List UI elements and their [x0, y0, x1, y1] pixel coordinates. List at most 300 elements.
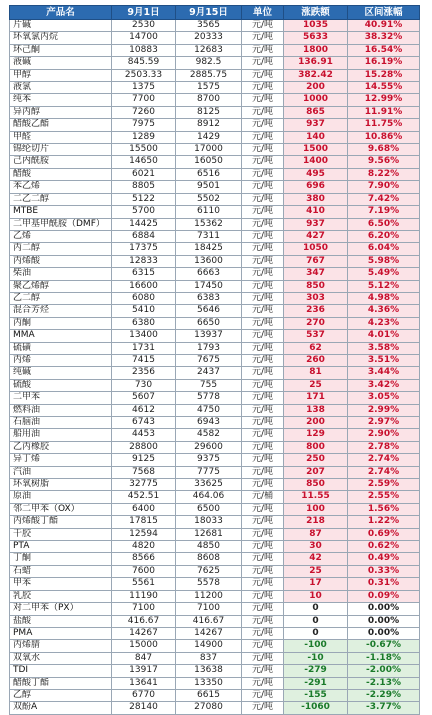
unit-cell: 元/吨 — [242, 280, 284, 292]
sep-1-price-cell: 4612 — [112, 404, 176, 416]
table-row — [10, 367, 420, 379]
unit-cell: 元/吨 — [242, 516, 284, 528]
sep-1-price-cell: 2530 — [112, 20, 176, 32]
change-amount-cell: 129 — [284, 429, 348, 441]
table-row — [10, 82, 420, 94]
table-row — [10, 268, 420, 280]
product-name-cell: 乙二醇 — [10, 292, 112, 304]
change-amount-cell: 138 — [284, 404, 348, 416]
change-percent-cell: 14.55% — [348, 82, 420, 94]
unit-cell: 元/吨 — [242, 652, 284, 664]
sep-1-price-cell: 8566 — [112, 553, 176, 565]
change-amount-cell: 171 — [284, 392, 348, 404]
change-amount-cell: 17 — [284, 578, 348, 590]
product-name-cell: 邻二甲苯（OX） — [10, 503, 112, 515]
sep-15-price-cell: 29600 — [176, 441, 242, 453]
sep-15-price-cell: 8700 — [176, 94, 242, 106]
sep-1-price-cell: 14650 — [112, 156, 176, 168]
table-row — [10, 354, 420, 366]
sep-15-price-cell: 5778 — [176, 392, 242, 404]
unit-cell: 元/吨 — [242, 342, 284, 354]
sep-15-price-cell: 464.06 — [176, 491, 242, 503]
sep-1-price-cell: 5700 — [112, 206, 176, 218]
sep-15-price-cell: 20333 — [176, 32, 242, 44]
sep-15-price-cell: 5646 — [176, 305, 242, 317]
sep-1-price-cell: 16600 — [112, 280, 176, 292]
change-amount-cell: 200 — [284, 82, 348, 94]
unit-cell: 元/吨 — [242, 702, 284, 714]
change-amount-cell: -10 — [284, 652, 348, 664]
change-percent-cell: 2.55% — [348, 491, 420, 503]
sep-1-price-cell: 6380 — [112, 317, 176, 329]
unit-cell: 元/吨 — [242, 528, 284, 540]
table-row — [10, 702, 420, 714]
change-percent-cell: -2.13% — [348, 677, 420, 689]
sep-15-price-cell: 12683 — [176, 44, 242, 56]
table-row — [10, 280, 420, 292]
unit-cell: 元/吨 — [242, 20, 284, 32]
change-amount-cell: 0 — [284, 627, 348, 639]
unit-cell: 元/吨 — [242, 181, 284, 193]
table-row — [10, 454, 420, 466]
sep-1-price-cell: 5122 — [112, 193, 176, 205]
product-name-cell: 醋酸乙酯 — [10, 119, 112, 131]
table-row — [10, 218, 420, 230]
change-percent-cell: -2.29% — [348, 689, 420, 701]
table-row — [10, 255, 420, 267]
product-name-cell: 丙烯 — [10, 354, 112, 366]
sep-15-price-cell: 7625 — [176, 565, 242, 577]
change-amount-cell: 537 — [284, 330, 348, 342]
sep-15-price-cell: 16050 — [176, 156, 242, 168]
product-name-cell: 甲苯 — [10, 578, 112, 590]
product-name-cell: 双酚A — [10, 702, 112, 714]
change-amount-cell: 25 — [284, 565, 348, 577]
table-row — [10, 44, 420, 56]
change-amount-cell: 30 — [284, 541, 348, 553]
product-name-cell: 聚乙烯醇 — [10, 280, 112, 292]
unit-cell: 元/吨 — [242, 243, 284, 255]
unit-cell: 元/吨 — [242, 94, 284, 106]
sep-15-price-cell: 837 — [176, 652, 242, 664]
unit-cell: 元/吨 — [242, 379, 284, 391]
sep-1-price-cell: 4453 — [112, 429, 176, 441]
table-row — [10, 32, 420, 44]
sep-15-price-cell: 4582 — [176, 429, 242, 441]
sep-15-price-cell: 11200 — [176, 590, 242, 602]
change-percent-cell: 16.19% — [348, 57, 420, 69]
product-name-cell: 石脑油 — [10, 417, 112, 429]
change-amount-cell: 800 — [284, 441, 348, 453]
change-percent-cell: -2.00% — [348, 665, 420, 677]
sep-1-price-cell: 5607 — [112, 392, 176, 404]
table-row — [10, 230, 420, 242]
sep-1-price-cell: 2356 — [112, 367, 176, 379]
sep-15-price-cell: 18425 — [176, 243, 242, 255]
product-name-cell: 石蜡 — [10, 565, 112, 577]
sep-1-price-cell: 15500 — [112, 144, 176, 156]
change-amount-cell: 1500 — [284, 144, 348, 156]
table-row — [10, 330, 420, 342]
sep-15-price-cell: 2885.75 — [176, 69, 242, 81]
table-row — [10, 528, 420, 540]
change-percent-cell: 6.20% — [348, 230, 420, 242]
change-percent-cell: 0.62% — [348, 541, 420, 553]
sep-15-price-cell: 7675 — [176, 354, 242, 366]
change-amount-cell: 850 — [284, 280, 348, 292]
change-percent-cell: 40.91% — [348, 20, 420, 32]
sep-15-price-cell: 6383 — [176, 292, 242, 304]
change-percent-cell: 10.86% — [348, 131, 420, 143]
product-name-cell: 纯苯 — [10, 94, 112, 106]
change-amount-cell: 696 — [284, 181, 348, 193]
change-percent-cell: 0.33% — [348, 565, 420, 577]
product-name-cell: 液碱 — [10, 57, 112, 69]
table-row — [10, 156, 420, 168]
change-amount-cell: 410 — [284, 206, 348, 218]
header-unit: 单位 — [242, 6, 284, 20]
header-row — [10, 6, 420, 20]
change-percent-cell: 38.32% — [348, 32, 420, 44]
table-row — [10, 181, 420, 193]
unit-cell: 元/吨 — [242, 479, 284, 491]
change-percent-cell: 11.75% — [348, 119, 420, 131]
unit-cell: 元/吨 — [242, 330, 284, 342]
product-name-cell: 柴油 — [10, 268, 112, 280]
product-name-cell: 丙酮 — [10, 317, 112, 329]
unit-cell: 元/吨 — [242, 305, 284, 317]
change-percent-cell: 1.22% — [348, 516, 420, 528]
sep-1-price-cell: 13641 — [112, 677, 176, 689]
change-amount-cell: 937 — [284, 119, 348, 131]
unit-cell: 元/吨 — [242, 32, 284, 44]
table-row — [10, 627, 420, 639]
table-row — [10, 292, 420, 304]
change-percent-cell: 0.00% — [348, 603, 420, 615]
table-row — [10, 168, 420, 180]
change-percent-cell: 0.49% — [348, 553, 420, 565]
table-row — [10, 578, 420, 590]
change-percent-cell: 4.98% — [348, 292, 420, 304]
sep-1-price-cell: 6400 — [112, 503, 176, 515]
table-row — [10, 689, 420, 701]
sep-15-price-cell: 8608 — [176, 553, 242, 565]
table-row — [10, 652, 420, 664]
sep-15-price-cell: 33625 — [176, 479, 242, 491]
change-amount-cell: 5633 — [284, 32, 348, 44]
product-name-cell: 醋酸 — [10, 168, 112, 180]
product-name-cell: 锦纶切片 — [10, 144, 112, 156]
sep-15-price-cell: 4750 — [176, 404, 242, 416]
change-percent-cell: -1.18% — [348, 652, 420, 664]
sep-1-price-cell: 7260 — [112, 106, 176, 118]
unit-cell: 元/吨 — [242, 665, 284, 677]
table-row — [10, 119, 420, 131]
sep-15-price-cell: 9501 — [176, 181, 242, 193]
table-row — [10, 603, 420, 615]
sep-15-price-cell: 12681 — [176, 528, 242, 540]
unit-cell: 元/吨 — [242, 144, 284, 156]
table-row — [10, 417, 420, 429]
unit-cell: 元/吨 — [242, 82, 284, 94]
change-amount-cell: 250 — [284, 454, 348, 466]
table-row — [10, 665, 420, 677]
unit-cell: 元/吨 — [242, 627, 284, 639]
product-name-cell: 硫酸 — [10, 379, 112, 391]
sep-1-price-cell: 28140 — [112, 702, 176, 714]
change-percent-cell: 2.90% — [348, 429, 420, 441]
change-amount-cell: 1400 — [284, 156, 348, 168]
change-percent-cell: 1.56% — [348, 503, 420, 515]
table-row — [10, 640, 420, 652]
product-name-cell: 原油 — [10, 491, 112, 503]
sep-1-price-cell: 13917 — [112, 665, 176, 677]
change-amount-cell: 140 — [284, 131, 348, 143]
header-change-percent: 区间涨幅 — [348, 6, 420, 20]
change-amount-cell: 236 — [284, 305, 348, 317]
change-amount-cell: 100 — [284, 503, 348, 515]
change-percent-cell: 2.78% — [348, 441, 420, 453]
change-amount-cell: -291 — [284, 677, 348, 689]
sep-15-price-cell: 5502 — [176, 193, 242, 205]
table-row — [10, 94, 420, 106]
sep-1-price-cell: 2503.33 — [112, 69, 176, 81]
change-amount-cell: 937 — [284, 218, 348, 230]
product-name-cell: 纯碱 — [10, 367, 112, 379]
change-amount-cell: 347 — [284, 268, 348, 280]
table-row — [10, 193, 420, 205]
table-row — [10, 466, 420, 478]
change-percent-cell: 7.42% — [348, 193, 420, 205]
change-percent-cell: 3.42% — [348, 379, 420, 391]
sep-1-price-cell: 6770 — [112, 689, 176, 701]
product-name-cell: MMA — [10, 330, 112, 342]
table-row — [10, 516, 420, 528]
sep-15-price-cell: 6516 — [176, 168, 242, 180]
change-percent-cell: 7.19% — [348, 206, 420, 218]
sep-1-price-cell: 452.51 — [112, 491, 176, 503]
change-amount-cell: 850 — [284, 479, 348, 491]
header-sep-1: 9月1日 — [112, 6, 176, 20]
sep-15-price-cell: 7775 — [176, 466, 242, 478]
unit-cell: 元/吨 — [242, 677, 284, 689]
sep-1-price-cell: 6080 — [112, 292, 176, 304]
sep-1-price-cell: 6884 — [112, 230, 176, 242]
product-name-cell: 片碱 — [10, 20, 112, 32]
sep-15-price-cell: 5578 — [176, 578, 242, 590]
unit-cell: 元/吨 — [242, 168, 284, 180]
change-percent-cell: 11.91% — [348, 106, 420, 118]
change-amount-cell: 260 — [284, 354, 348, 366]
change-percent-cell: 6.50% — [348, 218, 420, 230]
change-percent-cell: 5.12% — [348, 280, 420, 292]
table-row — [10, 404, 420, 416]
sep-15-price-cell: 7311 — [176, 230, 242, 242]
sep-15-price-cell: 18033 — [176, 516, 242, 528]
change-percent-cell: 9.56% — [348, 156, 420, 168]
table-row — [10, 503, 420, 515]
change-percent-cell: 4.01% — [348, 330, 420, 342]
sep-1-price-cell: 1375 — [112, 82, 176, 94]
unit-cell: 元/吨 — [242, 417, 284, 429]
sep-1-price-cell: 1289 — [112, 131, 176, 143]
sep-15-price-cell: 14267 — [176, 627, 242, 639]
sep-1-price-cell: 13400 — [112, 330, 176, 342]
sep-1-price-cell: 17815 — [112, 516, 176, 528]
sep-15-price-cell: 13350 — [176, 677, 242, 689]
sep-1-price-cell: 14425 — [112, 218, 176, 230]
change-percent-cell: 3.58% — [348, 342, 420, 354]
sep-1-price-cell: 12594 — [112, 528, 176, 540]
unit-cell: 元/吨 — [242, 119, 284, 131]
product-name-cell: 丙二醇 — [10, 243, 112, 255]
table-row — [10, 243, 420, 255]
change-percent-cell: -0.67% — [348, 640, 420, 652]
product-name-cell: 乙醇 — [10, 689, 112, 701]
product-name-cell: 醋酸丁酯 — [10, 677, 112, 689]
header-sep-15: 9月15日 — [176, 6, 242, 20]
sep-1-price-cell: 17375 — [112, 243, 176, 255]
sep-1-price-cell: 7568 — [112, 466, 176, 478]
product-name-cell: MTBE — [10, 206, 112, 218]
change-percent-cell: 4.36% — [348, 305, 420, 317]
product-name-cell: 硫磺 — [10, 342, 112, 354]
unit-cell: 元/桶 — [242, 491, 284, 503]
unit-cell: 元/吨 — [242, 640, 284, 652]
sep-15-price-cell: 17000 — [176, 144, 242, 156]
change-percent-cell: 2.74% — [348, 466, 420, 478]
sep-15-price-cell: 755 — [176, 379, 242, 391]
sep-1-price-cell: 8805 — [112, 181, 176, 193]
unit-cell: 元/吨 — [242, 131, 284, 143]
change-amount-cell: 1800 — [284, 44, 348, 56]
change-amount-cell: 25 — [284, 379, 348, 391]
sep-15-price-cell: 15362 — [176, 218, 242, 230]
product-name-cell: 汽油 — [10, 466, 112, 478]
change-percent-cell: 16.54% — [348, 44, 420, 56]
change-percent-cell: -3.77% — [348, 702, 420, 714]
product-name-cell: TDI — [10, 665, 112, 677]
product-name-cell: 乳胶 — [10, 590, 112, 602]
unit-cell: 元/吨 — [242, 578, 284, 590]
change-amount-cell: -1060 — [284, 702, 348, 714]
unit-cell: 元/吨 — [242, 603, 284, 615]
product-name-cell: 二甲苯 — [10, 392, 112, 404]
product-name-cell: 丁酮 — [10, 553, 112, 565]
sep-15-price-cell: 2437 — [176, 367, 242, 379]
unit-cell: 元/吨 — [242, 193, 284, 205]
table-row — [10, 541, 420, 553]
sep-15-price-cell: 982.5 — [176, 57, 242, 69]
change-amount-cell: 303 — [284, 292, 348, 304]
sep-15-price-cell: 8125 — [176, 106, 242, 118]
change-amount-cell: -155 — [284, 689, 348, 701]
sep-1-price-cell: 7600 — [112, 565, 176, 577]
table-row — [10, 106, 420, 118]
change-amount-cell: 427 — [284, 230, 348, 242]
product-name-cell: 对二甲苯（PX） — [10, 603, 112, 615]
sep-1-price-cell: 6315 — [112, 268, 176, 280]
sep-15-price-cell: 6663 — [176, 268, 242, 280]
unit-cell: 元/吨 — [242, 454, 284, 466]
product-name-cell: 燃料油 — [10, 404, 112, 416]
sep-1-price-cell: 7415 — [112, 354, 176, 366]
table-row — [10, 379, 420, 391]
unit-cell: 元/吨 — [242, 268, 284, 280]
table-row — [10, 479, 420, 491]
product-name-cell: 干胶 — [10, 528, 112, 540]
change-amount-cell: 0 — [284, 603, 348, 615]
sep-1-price-cell: 6021 — [112, 168, 176, 180]
change-amount-cell: 42 — [284, 553, 348, 565]
change-amount-cell: 380 — [284, 193, 348, 205]
table-row — [10, 491, 420, 503]
sep-15-price-cell: 416.67 — [176, 615, 242, 627]
sep-15-price-cell: 13600 — [176, 255, 242, 267]
unit-cell: 元/吨 — [242, 404, 284, 416]
table-row — [10, 20, 420, 32]
unit-cell: 元/吨 — [242, 392, 284, 404]
product-name-cell: 环己酮 — [10, 44, 112, 56]
change-percent-cell: 5.49% — [348, 268, 420, 280]
sep-15-price-cell: 14900 — [176, 640, 242, 652]
table-body — [10, 20, 420, 715]
change-percent-cell: 7.90% — [348, 181, 420, 193]
table-row — [10, 342, 420, 354]
unit-cell: 元/吨 — [242, 689, 284, 701]
change-amount-cell: 865 — [284, 106, 348, 118]
product-name-cell: 双氧水 — [10, 652, 112, 664]
change-amount-cell: 10 — [284, 590, 348, 602]
change-percent-cell: 2.74% — [348, 454, 420, 466]
change-percent-cell: 3.51% — [348, 354, 420, 366]
change-percent-cell: 12.99% — [348, 94, 420, 106]
sep-1-price-cell: 12833 — [112, 255, 176, 267]
unit-cell: 元/吨 — [242, 367, 284, 379]
sep-15-price-cell: 8912 — [176, 119, 242, 131]
table-row — [10, 429, 420, 441]
change-amount-cell: 11.55 — [284, 491, 348, 503]
product-name-cell: 二甲基甲酰胺（DMF） — [10, 218, 112, 230]
sep-1-price-cell: 32775 — [112, 479, 176, 491]
unit-cell: 元/吨 — [242, 230, 284, 242]
change-amount-cell: 0 — [284, 615, 348, 627]
sep-15-price-cell: 6110 — [176, 206, 242, 218]
change-percent-cell: 3.05% — [348, 392, 420, 404]
product-name-cell: 异丙醇 — [10, 106, 112, 118]
sep-1-price-cell: 7700 — [112, 94, 176, 106]
unit-cell: 元/吨 — [242, 317, 284, 329]
sep-15-price-cell: 1793 — [176, 342, 242, 354]
sep-15-price-cell: 6615 — [176, 689, 242, 701]
table-row — [10, 57, 420, 69]
change-amount-cell: -279 — [284, 665, 348, 677]
product-name-cell: 船用油 — [10, 429, 112, 441]
change-percent-cell: 2.97% — [348, 417, 420, 429]
unit-cell: 元/吨 — [242, 565, 284, 577]
product-name-cell: 乙烯 — [10, 230, 112, 242]
sep-15-price-cell: 6650 — [176, 317, 242, 329]
unit-cell: 元/吨 — [242, 44, 284, 56]
sep-1-price-cell: 4820 — [112, 541, 176, 553]
header-product-name: 产品名 — [10, 6, 112, 20]
product-name-cell: 异丁烯 — [10, 454, 112, 466]
sep-15-price-cell: 6500 — [176, 503, 242, 515]
table-row — [10, 441, 420, 453]
product-name-cell: 盐酸 — [10, 615, 112, 627]
change-percent-cell: 9.68% — [348, 144, 420, 156]
sep-1-price-cell: 7100 — [112, 603, 176, 615]
